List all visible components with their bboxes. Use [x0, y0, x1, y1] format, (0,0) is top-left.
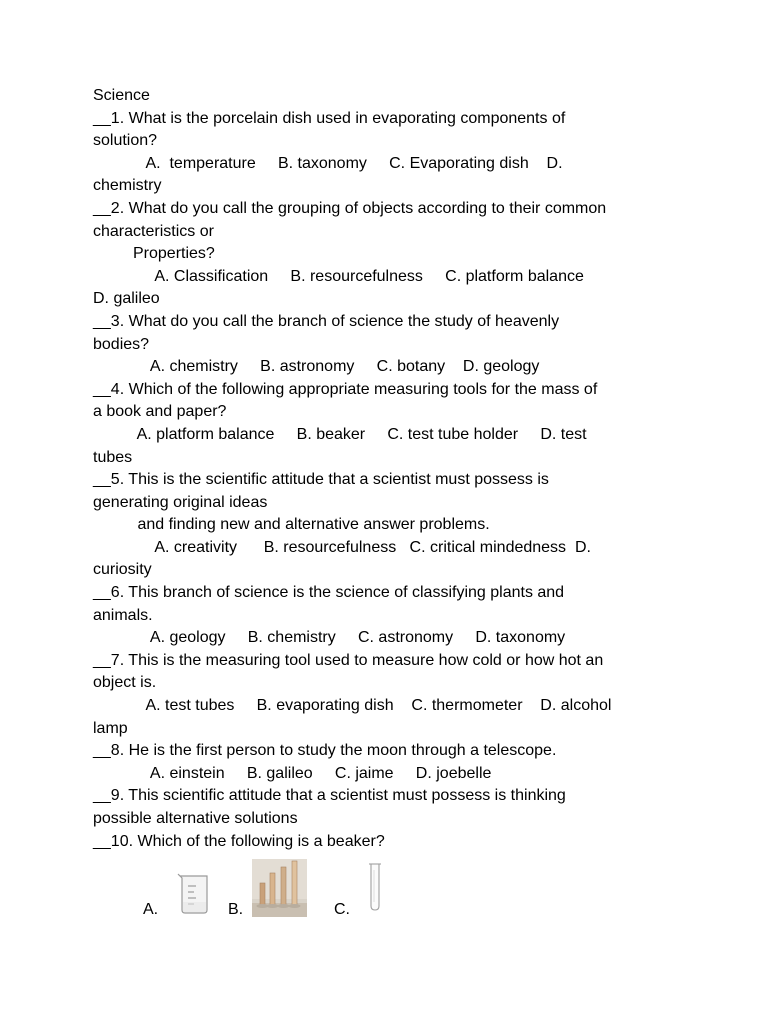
q4-options-cont: tubes	[93, 448, 133, 466]
q2-line-2: characteristics or	[93, 222, 214, 240]
worksheet-title: Science	[93, 87, 150, 104]
q3-line-1: __3. What do you call the branch of science the study of heavenly	[93, 312, 560, 330]
q5-options: A. creativity B. resourcefulness C. critical mindedness D.	[93, 538, 591, 556]
q1-line-2: solution?	[93, 132, 158, 150]
q7-line-2: object is.	[93, 674, 157, 692]
option-b-label: B.	[228, 901, 244, 918]
q2-options: A. Classification B. resourcefulness C. platform balance	[93, 267, 584, 285]
q7-line-1: __7. This is the measuring tool used to measure how cold or how hot an	[93, 651, 604, 669]
q5-line-2: generating original ideas	[93, 493, 268, 511]
q6-line-2: animals.	[93, 606, 153, 624]
q1-line-1: __1. What is the porcelain dish used in evaporating components of	[93, 109, 566, 127]
test-tube-image	[366, 862, 384, 912]
q4-line-1: __4. Which of the following appropriate measuring tools for the mass of	[93, 380, 598, 398]
beaker-image	[174, 868, 214, 916]
q5-line-3: and finding new and alternative answer problems.	[93, 516, 490, 534]
q2-options-cont: D. galileo	[93, 290, 160, 308]
q4-line-2: a book and paper?	[93, 403, 227, 421]
q6-options: A. geology B. chemistry C. astronomy D. taxonomy	[93, 629, 566, 647]
q7-options-cont: lamp	[93, 719, 128, 737]
q8-line-1: __8. He is the first person to study the moon through a telescope.	[93, 742, 557, 760]
q5-options-cont: curiosity	[93, 561, 152, 579]
q8-options: A. einstein B. galileo C. jaime D. joebelle	[93, 764, 492, 782]
q3-line-2: bodies?	[93, 335, 150, 353]
q2-line-3: Properties?	[93, 245, 215, 263]
q3-options: A. chemistry B. astronomy C. botany D. geology	[93, 358, 540, 376]
q9-line-1: __9. This scientific attitude that a scientist must possess is thinking	[93, 787, 566, 805]
option-c-label: C.	[334, 901, 350, 918]
q10-line-1: __10. Which of the following is a beaker?	[93, 832, 385, 850]
q5-line-1: __5. This is the scientific attitude that a scientist must possess is	[93, 471, 549, 489]
q1-options-cont: chemistry	[93, 177, 162, 195]
q4-options: A. platform balance B. beaker C. test tube holder D. test	[93, 425, 587, 443]
q1-options: A. temperature B. taxonomy C. Evaporating dish D.	[93, 154, 563, 172]
glassware-photo-image	[252, 859, 307, 917]
option-a-label: A.	[143, 901, 159, 918]
q2-line-1: __2. What do you call the grouping of objects according to their common	[93, 199, 607, 217]
q9-line-2: possible alternative solutions	[93, 810, 298, 827]
q6-line-1: __6. This branch of science is the science of classifying plants and	[93, 584, 565, 602]
q7-options: A. test tubes B. evaporating dish C. thermometer D. alcohol	[93, 697, 612, 715]
